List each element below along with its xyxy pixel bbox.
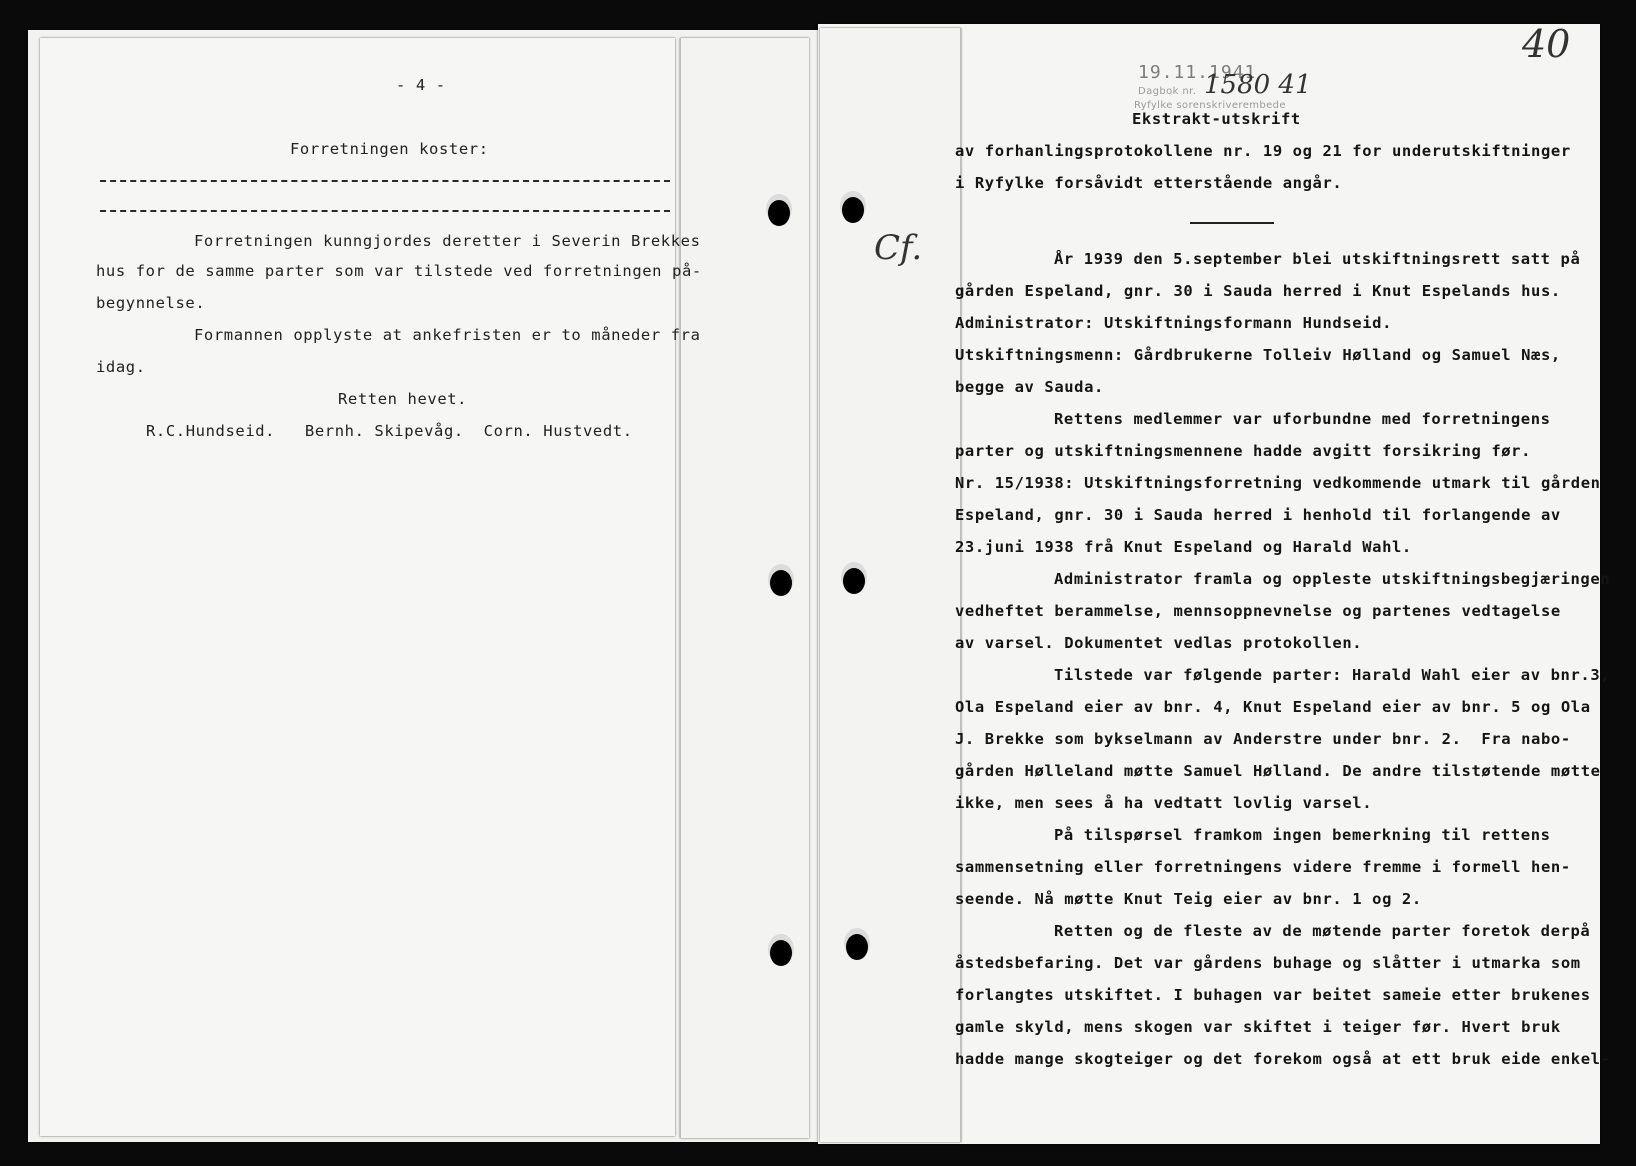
page-marker: - 4 -: [396, 76, 446, 94]
binding-hole: [846, 934, 868, 960]
dashed-line: [100, 210, 670, 212]
text-line: begynnelse.: [96, 294, 206, 312]
body-line: begge av Sauda.: [955, 378, 1104, 396]
stamp-handwritten-number: 1580 41: [1204, 70, 1312, 100]
margin-mark: Cf.: [874, 228, 923, 268]
binding-hole: [842, 197, 864, 223]
binding-hole: [770, 570, 792, 596]
body-line: ikke, men sees å ha vedtatt lovlig varsel.: [955, 794, 1373, 812]
body-line: gamle skyld, mens skogen var skiftet i teiger før. Hvert bruk: [955, 1018, 1561, 1036]
signatures: R.C.Hundseid. Bernh. Skipevåg. Corn. Hustvedt.: [146, 422, 633, 440]
binding-hole: [770, 940, 792, 966]
body-line: Administrator framla og oppleste utskiftningsbegjæringen: [1054, 570, 1611, 588]
stamp-line: Ryfylke sorenskriverembede: [1134, 100, 1286, 111]
intro-line: i Ryfylke forsåvidt etterstående angår.: [955, 174, 1343, 192]
text-line: hus for de samme parter som var tilstede ved forretningen på-: [96, 262, 702, 280]
body-line: J. Brekke som bykselmann av Anderstre under bnr. 2. Fra nabo-: [955, 730, 1571, 748]
stamp-date: 19.11.1941: [1138, 62, 1257, 83]
body-line: seende. Nå møtte Knut Teig eier av bnr. 1 og 2.: [955, 890, 1422, 908]
heading: Ekstrakt-utskrift: [1132, 110, 1301, 128]
cost-heading: Forretningen koster:: [290, 140, 489, 158]
stamp-line: Dagbok nr.: [1138, 86, 1197, 97]
text-line: Retten hevet.: [338, 390, 468, 408]
body-line: av varsel. Dokumentet vedlas protokollen.: [955, 634, 1363, 652]
body-line: vedheftet berammelse, mennsoppnevnelse og partenes vedtagelse: [955, 602, 1561, 620]
body-line: åstedsbefaring. Det var gårdens buhage og slåtter i utmarka som: [955, 954, 1581, 972]
text-line: idag.: [96, 358, 146, 376]
page-number: 40: [1522, 22, 1571, 66]
body-line: forlangtes utskiftet. I buhagen var beitet sameie etter brukenes: [955, 986, 1591, 1004]
body-line: gården Espeland, gnr. 30 i Sauda herred i Knut Espelands hus.: [955, 282, 1561, 300]
body-line: Tilstede var følgende parter: Harald Wahl eier av bnr.3,: [1054, 666, 1611, 684]
body-line: Utskiftningsmenn: Gårdbrukerne Tolleiv Hølland og Samuel Næs,: [955, 346, 1561, 364]
body-line: Espeland, gnr. 30 i Sauda herred i henhold til forlangende av: [955, 506, 1561, 524]
body-line: Administrator: Utskiftningsformann Hundseid.: [955, 314, 1392, 332]
left-page-text-area: [40, 38, 675, 1136]
body-line: Nr. 15/1938: Utskiftningsforretning vedkommende utmark til gården: [955, 474, 1601, 492]
body-line: På tilspørsel framkom ingen bemerkning til rettens: [1054, 826, 1551, 844]
body-line: Ola Espeland eier av bnr. 4, Knut Espeland eier av bnr. 5 og Ola: [955, 698, 1591, 716]
dashed-line: [100, 180, 670, 182]
separator-rule: [1190, 222, 1274, 224]
body-line: parter og utskiftningsmennene hadde avgitt forsikring før.: [955, 442, 1532, 460]
text-line: Forretningen kunngjordes deretter i Severin Brekkes: [194, 232, 701, 250]
binding-hole: [768, 200, 790, 226]
body-line: 23.juni 1938 frå Knut Espeland og Harald Wahl.: [955, 538, 1412, 556]
body-line: År 1939 den 5.september blei utskiftningsrett satt på: [1054, 250, 1581, 268]
binding-hole: [843, 568, 865, 594]
body-line: hadde mange skogteiger og det forekom også at ett bruk eide enkel-: [955, 1050, 1611, 1068]
body-line: Retten og de fleste av de møtende parter foretok derpå: [1054, 922, 1591, 940]
body-line: sammensetning eller forretningens videre fremme i formell hen-: [955, 858, 1571, 876]
right-page-binding-strip: [820, 28, 961, 1142]
intro-line: av forhanlingsprotokollene nr. 19 og 21 for underutskiftninger: [955, 142, 1571, 160]
body-line: gården Hølleland møtte Samuel Hølland. De andre tilstøtende møtte: [955, 762, 1601, 780]
text-line: Formannen opplyste at ankefristen er to måneder fra: [194, 326, 701, 344]
body-line: Rettens medlemmer var uforbundne med forretningens: [1054, 410, 1551, 428]
